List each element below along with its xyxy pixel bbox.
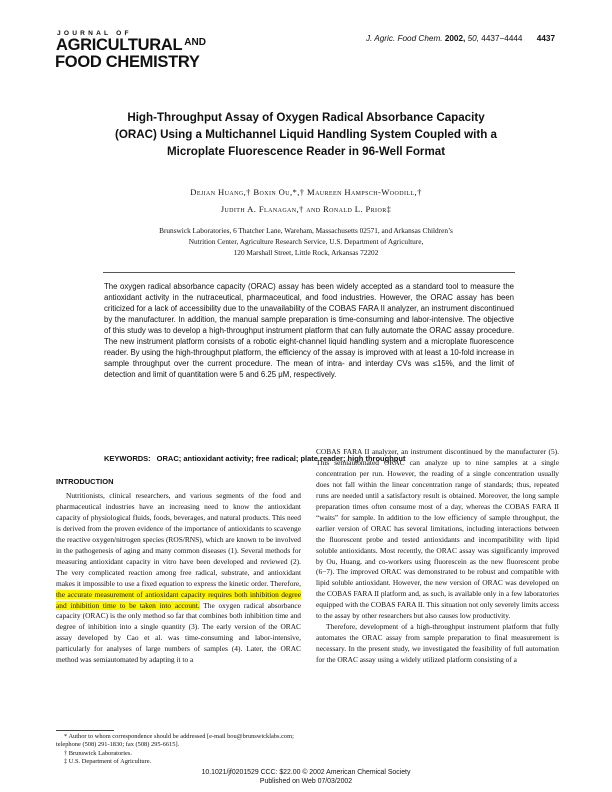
authors-line-1: Dejian Huang,† Boxin Ou,*,† Maureen Hampsch-Woodill,† bbox=[190, 187, 422, 197]
intro-text-before-highlight: Nutritionists, clinical researchers, and various segments of the food and pharmaceutical industries have an increasing need to know the antioxidant capacity of physiological fluids, foods, beverages, and natural products. This need is derived from the proven evidence of the importance of antioxidants to scavenge the reactive oxygen/nitrogen species (ROS/RNS), which are known to be involved in the pathogenesis of aging and many common diseases (1). Several methods for measuring antioxidant capacity in vitro have been developed and reviewed (2). The very complicated reaction among free radical, substrate, and antioxidant makes it impossible to use a fixed equation to express the kinetic order. Therefore, bbox=[56, 491, 301, 588]
footer-published: Published on Web 07/03/2002 bbox=[259, 778, 353, 786]
authors-line-2: Judith A. Flanagan,† and Ronald L. Prior‡ bbox=[220, 203, 392, 214]
header-volume: 50, bbox=[467, 34, 479, 43]
footer-doi: 10.1021/jf0201529 CCC: $22.00 © 2002 American Chemical Society bbox=[201, 769, 411, 776]
journal-logo-and: AND bbox=[184, 37, 206, 48]
abstract: The oxygen radical absorbance capacity (ORAC) assay has been widely accepted as a standard tool to measure the antioxidant activity in the nutraceutical, pharmaceutical, and food industries. However, the ORAC assay has been criticized for a lack of accessibility due to the unavailability of the COBAS FARA II analyzer, an instrument discontinued by the manufacturer. In addition, the manual sample preparation is time-consuming and labor-intensive. The objective of this study was to develop a high-throughput instrument platform that can fully automate the ORAC assay procedure. The new instrument platform consists of a robotic eight-channel liquid handling system and a microplate fluorescence reader. By using the high-throughput platform, the efficiency of the assay is improved with at least a 10-fold increase in sample throughput over the current procedure. The mean of intra- and interday CVs was ≤15%, and the limit of detection and limit of quantitation were 5 and 6.25 μM, respectively. bbox=[104, 282, 514, 380]
highlighted-sentence: the accurate measurement of antioxidant capacity requires both inhibition degree and inhibition time to be taken into account. bbox=[56, 589, 301, 610]
journal-logo-line3: FOOD CHEMISTRY bbox=[55, 53, 200, 71]
header-journal: J. Agric. Food Chem. bbox=[365, 34, 443, 43]
paper-title: High-Throughput Assay of Oxygen Radical Absorbance Capacity (ORAC) Using a Multichannel Liquid Handling System Coupled with a Microplate Fluorescence Reader in 96-Well Format bbox=[115, 111, 497, 158]
footnotes bbox=[56, 733, 301, 766]
affiliation-line-2: Nutrition Center, Agriculture Research Service, U.S. Department of Agriculture, bbox=[188, 236, 424, 246]
running-header bbox=[366, 34, 555, 43]
abstract-divider bbox=[103, 272, 515, 273]
intro-right-paragraph-1: COBAS FARA II analyzer, an instrument discontinued by the manufacturer (5). This semiautomated ORAC can analyze up to nine samples at a single concentration per run. However, the reading of a single concentration usually does not fall within the linear concentration range of standards; thus, repeated runs are needed until a satisfactory result is obtained. Moreover, the long sample preparation times often consume most of a day, whereas the COBAS FARA II “waits” for sample. In addition to the low efficiency of sample throughput, the earlier version of ORAC has several limitations, including interactions between the fluorescent probe and tested antioxidants and incompatibility with lipid soluble antioxidants. Most recently, the ORAC assay was significantly improved by Ou, Huang, and co-workers using fluorescein as the new fluorescent probe (6−7). The improved ORAC was demonstrated to be robust and compatible with lipid soluble antioxidant. However, the new version of ORAC was developed on the COBAS FARA II platform and, as such, is available only in a few laboratories equipped with the COBAS FARA II. This situation not only severely limits access to the assay by other researchers but also causes low productivity. bbox=[316, 447, 559, 621]
intro-text-after-highlight: The oxygen radical absorbance capacity (ORAC) is the only method so far that combines both inhibition time and degree of inhibition into a single quantity (3). The early version of the ORAC assay developed by Cao et al. was time-consuming and labor-intensive, particularly for analyses of large numbers of samples (4). Later, the ORAC method was semiautomated by adapting it to a bbox=[56, 600, 301, 665]
keywords-label: KEYWORDS: bbox=[104, 454, 151, 463]
intro-right-column bbox=[316, 447, 559, 666]
footnote-corresponding-author: * Author to whom correspondence should be addressed [e-mail bou@brunswicklabs.com; telephone (508) 291-1830; fax (508) 295-6615]. bbox=[56, 733, 294, 749]
footnote-double-dagger: ‡ U.S. Department of Agriculture. bbox=[64, 757, 152, 765]
journal-logo-top: JOURNAL OF bbox=[57, 30, 132, 37]
section-heading-introduction: INTRODUCTION bbox=[56, 477, 114, 486]
author-list bbox=[110, 184, 502, 217]
header-page-number: 4437 bbox=[536, 34, 555, 43]
header-pages: 4437−4444 bbox=[481, 34, 523, 43]
keywords-list: ORAC; antioxidant activity; free radical; plate reader; high throughput bbox=[156, 454, 406, 463]
intro-right-paragraph-2: Therefore, development of a high-throughput instrument platform that fully automates the ORAC assay from sample preparation to final measurement is necessary. In the present study, we investigated the feasibility of full automation for the ORAC assay using a widely utilized platform consisting of a bbox=[316, 622, 559, 665]
journal-logo-agricultural: AGRICULTURAL bbox=[56, 36, 183, 54]
footnote-divider bbox=[56, 730, 114, 731]
footnote-dagger: † Brunswick Laboratories. bbox=[64, 749, 132, 757]
header-year: 2002, bbox=[444, 34, 466, 43]
affiliation bbox=[110, 226, 502, 258]
affiliation-line-1: Brunswick Laboratories, 6 Thatcher Lane, Wareham, Massachusetts 02571, and Arkansas Children’s bbox=[159, 226, 453, 235]
affiliation-line-3: 120 Marshall Street, Little Rock, Arkansas 72202 bbox=[233, 247, 379, 257]
intro-left-column bbox=[56, 491, 301, 666]
page-footer bbox=[0, 768, 612, 786]
